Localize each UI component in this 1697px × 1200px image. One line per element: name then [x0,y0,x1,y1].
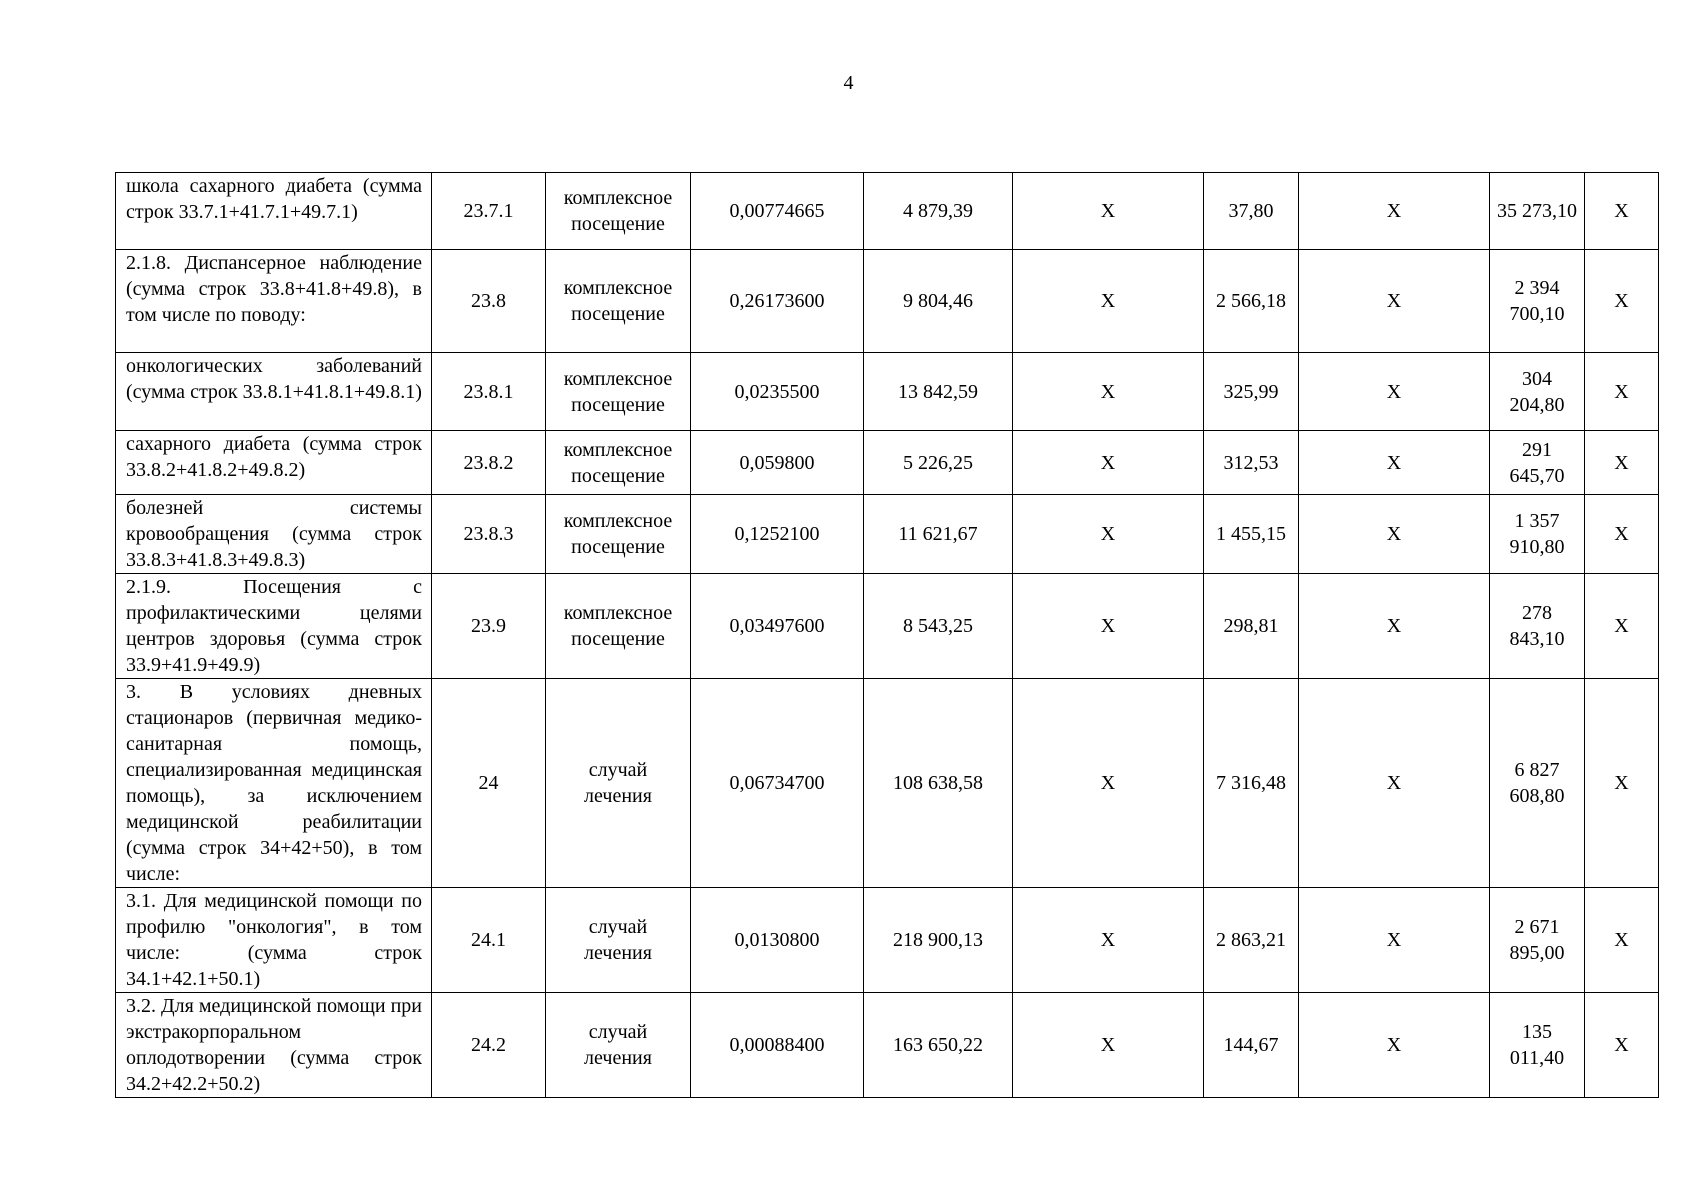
row-cost: 108 638,58 [893,772,983,794]
row-c9: 291 645,70 [1509,438,1565,487]
row-name: 2.1.8. Диспансерное наблюдение (сумма строк 33.8+41.8+49.8), в том числе по поводу: [126,252,422,326]
table-body [116,173,1659,1098]
row-c9-cell [1490,993,1585,1098]
row-c6-cell [1013,574,1204,679]
row-cost: 5 226,25 [903,451,973,474]
row-norm-cell [691,173,864,250]
row-unit-cell [546,173,691,250]
row-c9: 304 204,80 [1509,367,1565,416]
row-unit-cell [546,993,691,1098]
row-code: 23.8.2 [463,451,514,474]
row-c6-cell [1013,431,1204,495]
row-c10: Х [1614,929,1629,951]
row-unit: случай лечения [584,916,652,964]
row-cost-cell [864,888,1013,993]
row-name: 3.1. Для медицинской помощи по профилю "онкология", в том числе: (сумма строк 34.1+42.1+50.1) [126,890,422,990]
row-c6-cell [1013,173,1204,250]
row-c8-cell [1299,574,1490,679]
row-cost: 163 650,22 [893,1034,983,1056]
row-c7: 1 455,15 [1216,523,1286,545]
row-c6: Х [1100,451,1116,474]
row-name: 2.1.9. Посещения с профилактическими целями центров здоровья (сумма строк 33.9+41.9+49.9) [126,576,422,676]
row-c9-cell [1490,574,1585,679]
row-c9-cell [1490,173,1585,250]
row-c6: Х [1100,523,1116,545]
row-c7-cell [1204,173,1299,250]
row-code-cell [432,993,546,1098]
row-code-cell [432,353,546,431]
row-norm: 0,0235500 [734,380,820,403]
table-row [116,250,1659,353]
row-cost: 218 900,13 [893,929,983,951]
row-norm: 0,03497600 [729,615,825,637]
row-cost: 4 879,39 [903,200,973,222]
row-name-cell [116,431,432,495]
row-c7-cell [1204,888,1299,993]
row-norm: 0,059800 [739,451,815,474]
row-c10-cell [1585,173,1659,250]
row-code: 24 [478,772,499,794]
row-name-cell [116,993,432,1098]
row-name: онкологических заболеваний (сумма строк 33.8.1+41.8.1+49.8.1) [126,355,422,403]
row-unit-cell [546,431,691,495]
row-code-cell [432,679,546,888]
row-name-cell [116,250,432,353]
row-c8: Х [1386,615,1402,637]
row-norm-cell [691,250,864,353]
row-c8: Х [1386,290,1402,312]
row-name: 3.2. Для медицинской помощи при экстракорпоральном оплодотворении (сумма строк 34.2+42.2+50.2) [126,995,422,1095]
row-code-cell [432,495,546,574]
row-c9: 278 843,10 [1509,602,1565,650]
row-c6: Х [1100,1034,1116,1056]
row-cost-cell [864,679,1013,888]
row-c10-cell [1585,888,1659,993]
row-c9: 2 394 700,10 [1509,277,1565,325]
row-code-cell [432,574,546,679]
row-c6-cell [1013,250,1204,353]
row-c10-cell [1585,679,1659,888]
row-c10: Х [1614,380,1629,403]
row-c7-cell [1204,250,1299,353]
row-c10-cell [1585,250,1659,353]
row-unit: комплексное посещение [563,187,673,235]
row-c8-cell [1299,993,1490,1098]
table-row [116,574,1659,679]
row-unit-cell [546,888,691,993]
row-unit: комплексное посещение [563,277,673,325]
row-c6: Х [1100,200,1116,222]
row-unit-cell [546,679,691,888]
row-c10-cell [1585,495,1659,574]
row-c10-cell [1585,993,1659,1098]
table-row [116,495,1659,574]
table-row [116,888,1659,993]
row-c6: Х [1100,929,1116,951]
row-norm: 0,00088400 [729,1034,825,1056]
row-c8: Х [1386,200,1402,222]
row-name-cell [116,353,432,431]
row-unit: комплексное посещение [563,438,673,487]
row-code: 23.8.1 [463,380,514,403]
row-c10: Х [1614,451,1629,474]
row-c9-cell [1490,250,1585,353]
row-c10: Х [1614,772,1629,794]
row-c9-cell [1490,431,1585,495]
row-code-cell [432,250,546,353]
row-norm-cell [691,431,864,495]
row-c7: 298,81 [1223,615,1279,637]
row-c6-cell [1013,993,1204,1098]
row-c7: 37,80 [1228,200,1274,222]
table-row [116,993,1659,1098]
row-c8: Х [1386,929,1402,951]
row-c10: Х [1614,290,1629,312]
row-c9-cell [1490,888,1585,993]
row-cost-cell [864,574,1013,679]
table-row [116,431,1659,495]
row-c7: 144,67 [1223,1034,1279,1056]
row-name: сахарного диабета (сумма строк 33.8.2+41.8.2+49.8.2) [126,433,422,481]
row-norm: 0,0130800 [734,929,820,951]
row-norm-cell [691,888,864,993]
row-code-cell [432,431,546,495]
row-norm: 0,00774665 [729,200,825,222]
row-c10: Х [1614,1034,1629,1056]
row-name-cell [116,574,432,679]
row-c9: 1 357 910,80 [1509,510,1565,558]
row-cost: 13 842,59 [898,380,978,403]
table-row [116,679,1659,888]
row-c9: 135 011,40 [1509,1021,1565,1069]
row-c9: 35 273,10 [1497,200,1577,222]
row-c9-cell [1490,353,1585,431]
row-c8: Х [1386,451,1402,474]
row-c8-cell [1299,250,1490,353]
row-name-cell [116,495,432,574]
row-c7: 2 863,21 [1216,929,1286,951]
row-c8-cell [1299,679,1490,888]
row-unit: комплексное посещение [563,367,673,416]
row-unit: комплексное посещение [563,510,673,558]
row-norm-cell [691,993,864,1098]
row-c10: Х [1614,615,1629,637]
row-c7-cell [1204,495,1299,574]
row-unit: случай лечения [584,1021,652,1069]
row-c7-cell [1204,993,1299,1098]
page-number: 4 [843,72,854,94]
row-code-cell [432,888,546,993]
row-c7-cell [1204,679,1299,888]
row-c8: Х [1386,1034,1402,1056]
row-c10: Х [1614,200,1629,222]
row-name: 3. В условиях дневных стационаров (первичная медико-санитарная помощь, специализированная медицинская помощь), за исключением медицинской реабилитации (сумма строк 34+42+50), в том числе: [126,681,422,885]
row-c10-cell [1585,353,1659,431]
row-code: 23.8.3 [463,523,514,545]
row-c8-cell [1299,431,1490,495]
row-code: 23.7.1 [463,200,514,222]
row-name-cell [116,888,432,993]
row-code: 23.9 [471,615,506,637]
row-c9-cell [1490,679,1585,888]
row-c10-cell [1585,574,1659,679]
row-norm: 0,26173600 [729,290,825,312]
row-unit-cell [546,574,691,679]
row-cost: 8 543,25 [903,615,973,637]
row-c8-cell [1299,495,1490,574]
row-c8: Х [1386,772,1402,794]
row-c7: 325,99 [1223,380,1279,403]
row-cost: 9 804,46 [903,290,973,312]
row-unit: комплексное посещение [563,602,673,650]
row-unit-cell [546,250,691,353]
row-code: 23.8 [471,290,506,312]
row-cost-cell [864,173,1013,250]
row-code: 24.1 [471,929,506,951]
row-c10: Х [1614,523,1629,545]
row-unit-cell [546,495,691,574]
row-c8-cell [1299,353,1490,431]
row-name: болезней системы кровообращения (сумма строк 33.8.3+41.8.3+49.8.3) [126,497,422,571]
row-cost-cell [864,250,1013,353]
row-norm: 0,06734700 [729,772,825,794]
row-code-cell [432,173,546,250]
row-norm-cell [691,353,864,431]
row-code: 24.2 [471,1034,506,1056]
table-row [116,173,1659,250]
row-cost-cell [864,993,1013,1098]
row-c7: 7 316,48 [1216,772,1286,794]
row-norm: 0,1252100 [734,523,820,545]
row-name-cell [116,679,432,888]
row-cost-cell [864,353,1013,431]
row-unit: случай лечения [584,759,652,807]
row-c6: Х [1100,615,1116,637]
row-unit-cell [546,353,691,431]
row-c8-cell [1299,888,1490,993]
row-c7-cell [1204,574,1299,679]
row-c7: 2 566,18 [1216,290,1286,312]
row-norm-cell [691,679,864,888]
row-c6-cell [1013,888,1204,993]
row-c8: Х [1386,523,1402,545]
row-c6-cell [1013,353,1204,431]
row-c6-cell [1013,495,1204,574]
row-cost-cell [864,495,1013,574]
row-name: школа сахарного диабета (сумма строк 33.7.1+41.7.1+49.7.1) [126,175,422,223]
row-c7: 312,53 [1223,451,1279,474]
row-c9-cell [1490,495,1585,574]
row-c6-cell [1013,679,1204,888]
row-c8: Х [1386,380,1402,403]
row-c7-cell [1204,353,1299,431]
table-row [116,353,1659,431]
row-c9: 2 671 895,00 [1509,916,1565,964]
row-c9: 6 827 608,80 [1509,759,1565,807]
row-norm-cell [691,574,864,679]
row-cost: 11 621,67 [898,523,978,545]
row-cost-cell [864,431,1013,495]
row-c8-cell [1299,173,1490,250]
row-c10-cell [1585,431,1659,495]
row-name-cell [116,173,432,250]
row-c6: Х [1100,380,1116,403]
row-norm-cell [691,495,864,574]
financing-table [115,172,1659,1098]
row-c7-cell [1204,431,1299,495]
row-c6: Х [1100,772,1116,794]
row-c6: Х [1100,290,1116,312]
